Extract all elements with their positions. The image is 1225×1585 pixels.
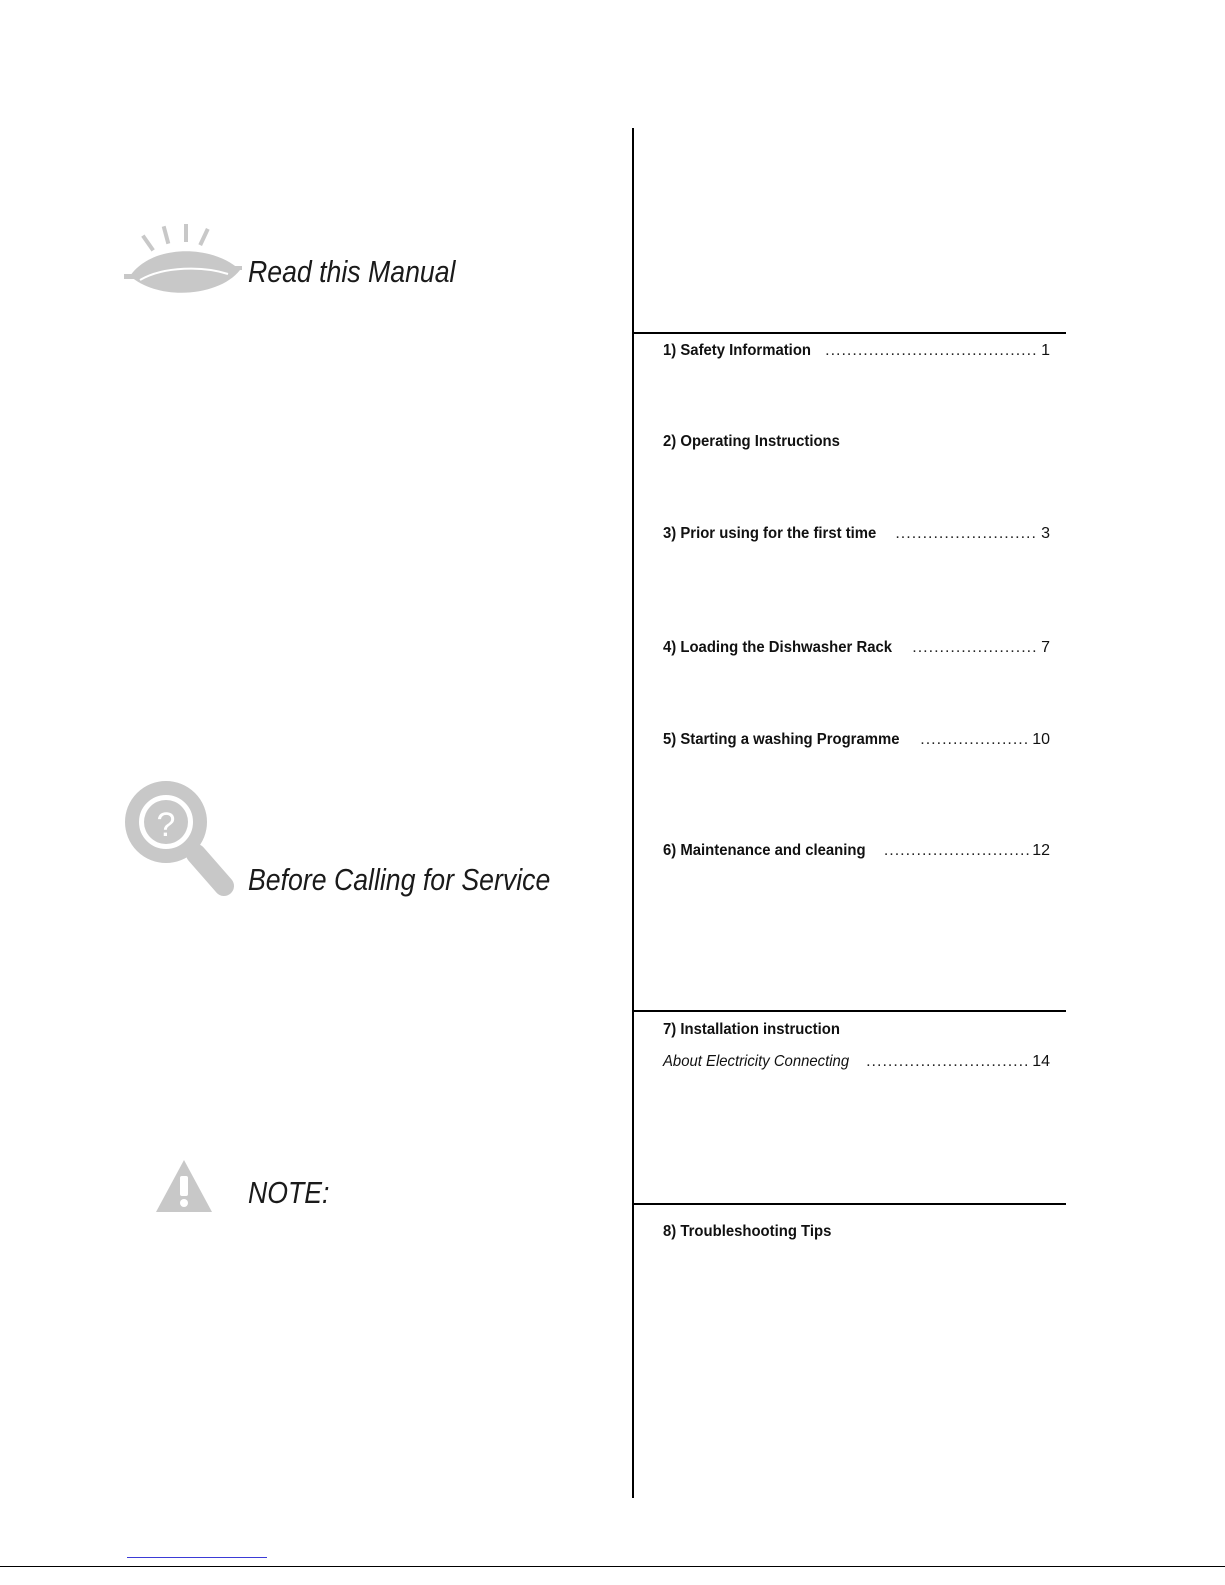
toc-item-maintenance[interactable]: 6) Maintenance and cleaning ..... 12 bbox=[663, 842, 1050, 860]
warning-icon bbox=[154, 1158, 214, 1214]
read-manual-heading: Read this Manual bbox=[248, 254, 456, 289]
section-rule-3 bbox=[634, 1203, 1066, 1205]
toc-item-installation[interactable]: 7) Installation instruction bbox=[663, 1021, 840, 1038]
magnifier-question-icon bbox=[124, 780, 236, 900]
eye-icon bbox=[124, 222, 244, 302]
column-divider bbox=[632, 128, 634, 1498]
toc-item-safety[interactable]: 1) Safety Information ..... 1 bbox=[663, 342, 1050, 360]
toc-item-loading[interactable]: 4) Loading the Dishwasher Rack ..... 7 bbox=[663, 639, 1050, 657]
footer-link-underline bbox=[127, 1557, 267, 1558]
svg-text:?: ? bbox=[156, 806, 176, 844]
section-rule-2 bbox=[634, 1010, 1066, 1012]
section-rule-1 bbox=[634, 332, 1066, 334]
toc-item-electricity[interactable]: About Electricity Connecting ..... 14 bbox=[663, 1053, 1050, 1071]
toc-item-starting[interactable]: 5) Starting a washing Programme ..... 10 bbox=[663, 731, 1050, 749]
note-heading: NOTE: bbox=[248, 1175, 330, 1210]
toc-item-prior-use[interactable]: 3) Prior using for the first time ..... 3 bbox=[663, 525, 1050, 543]
toc-item-troubleshooting[interactable]: 8) Troubleshooting Tips bbox=[663, 1223, 832, 1240]
toc-item-operating[interactable]: 2) Operating Instructions bbox=[663, 433, 840, 450]
page-bottom-rule bbox=[0, 1566, 1225, 1567]
before-service-heading: Before Calling for Service bbox=[248, 862, 551, 897]
